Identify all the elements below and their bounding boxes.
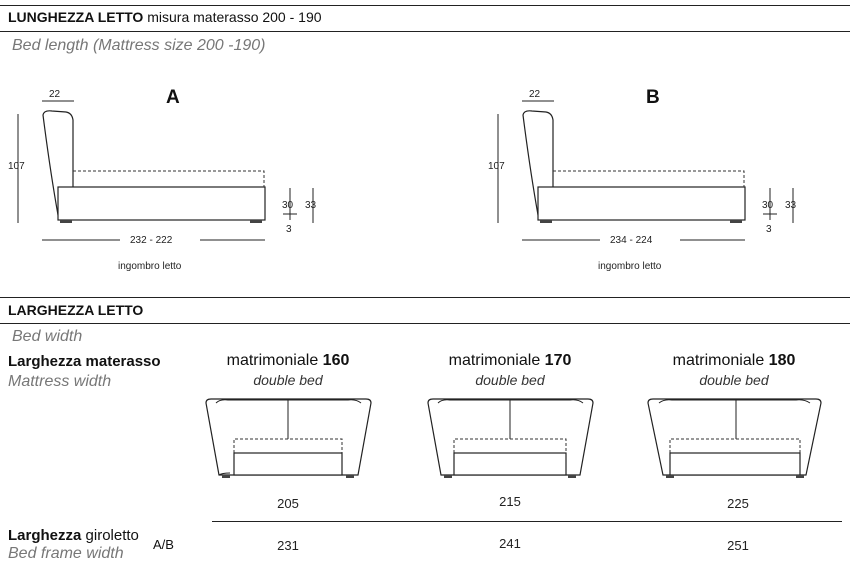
width-sub: double bed	[475, 372, 545, 388]
width-size: 180	[768, 352, 796, 369]
width-title-rule	[0, 323, 850, 324]
bed-a-head-width: 22	[49, 89, 61, 100]
width-column-180	[644, 350, 824, 520]
frame-label-bold: Larghezza	[8, 527, 82, 544]
bed-b-diagram	[480, 80, 820, 280]
length-subtitle: Bed length (Mattress size 200 -190)	[12, 37, 266, 54]
width-title	[420, 352, 600, 370]
width-subtitle: Bed width	[12, 328, 83, 345]
bed-a-height: 107	[8, 161, 25, 172]
bed-b-leg-gap: 3	[766, 224, 772, 235]
top-rule	[0, 5, 850, 6]
bed-a-leg-h1: 30	[282, 200, 294, 211]
bed-b-leg-h1: 30	[762, 200, 774, 211]
frame-width-170: 241	[499, 536, 521, 551]
mattress-width-label: Larghezza materasso	[8, 353, 161, 370]
bed-b-caption: ingombro letto	[598, 261, 662, 272]
mattress-width-180: 225	[727, 496, 749, 511]
bed-b-leg-h2: 33	[785, 200, 797, 211]
length-title-bold: LUNGHEZZA LETTO	[8, 9, 144, 25]
frame-label-suffix: A/B	[153, 537, 174, 552]
width-name: matrimoniale	[448, 352, 541, 369]
bed-b-height: 107	[488, 161, 505, 172]
bed-a-caption: ingombro letto	[118, 261, 182, 272]
bed-b-head-width: 22	[529, 89, 541, 100]
bed-b-length: 234 - 224	[610, 235, 653, 246]
width-size: 160	[322, 352, 350, 369]
bed-a-length: 232 - 222	[130, 235, 173, 246]
width-sub: double bed	[699, 372, 769, 388]
bed-a-diagram	[0, 80, 340, 280]
mattress-width-170: 215	[499, 494, 521, 509]
frame-width-180: 251	[727, 538, 749, 553]
width-size: 170	[544, 352, 572, 369]
frame-width-sub: Bed frame width	[8, 545, 124, 562]
bed-b-drawing	[480, 80, 820, 280]
mattress-width-sub: Mattress width	[8, 373, 112, 390]
width-name: matrimoniale	[672, 352, 765, 369]
length-title-rule	[0, 31, 850, 32]
width-title	[644, 352, 824, 370]
width-title-bold: LARGHEZZA LETTO	[8, 302, 144, 318]
bed-b-letter: B	[646, 87, 660, 108]
bed-a-drawing	[0, 80, 340, 280]
length-title-rest: misura materasso 200 - 190	[147, 9, 322, 25]
width-name: matrimoniale	[226, 352, 319, 369]
bed-a-letter: A	[166, 87, 180, 108]
width-sub: double bed	[253, 372, 323, 388]
length-section-title	[8, 9, 322, 25]
frame-label-rest: giroletto	[85, 527, 139, 544]
width-column-160	[198, 350, 378, 520]
mattress-width-160: 205	[277, 496, 299, 511]
width-title	[198, 352, 378, 370]
frame-width-160: 231	[277, 538, 299, 553]
width-top-rule	[0, 297, 850, 298]
bed-a-leg-h2: 33	[305, 200, 317, 211]
width-section-title	[8, 302, 143, 318]
frame-width-label	[8, 527, 139, 544]
frame-rule	[212, 521, 842, 522]
bed-a-leg-gap: 3	[286, 224, 292, 235]
